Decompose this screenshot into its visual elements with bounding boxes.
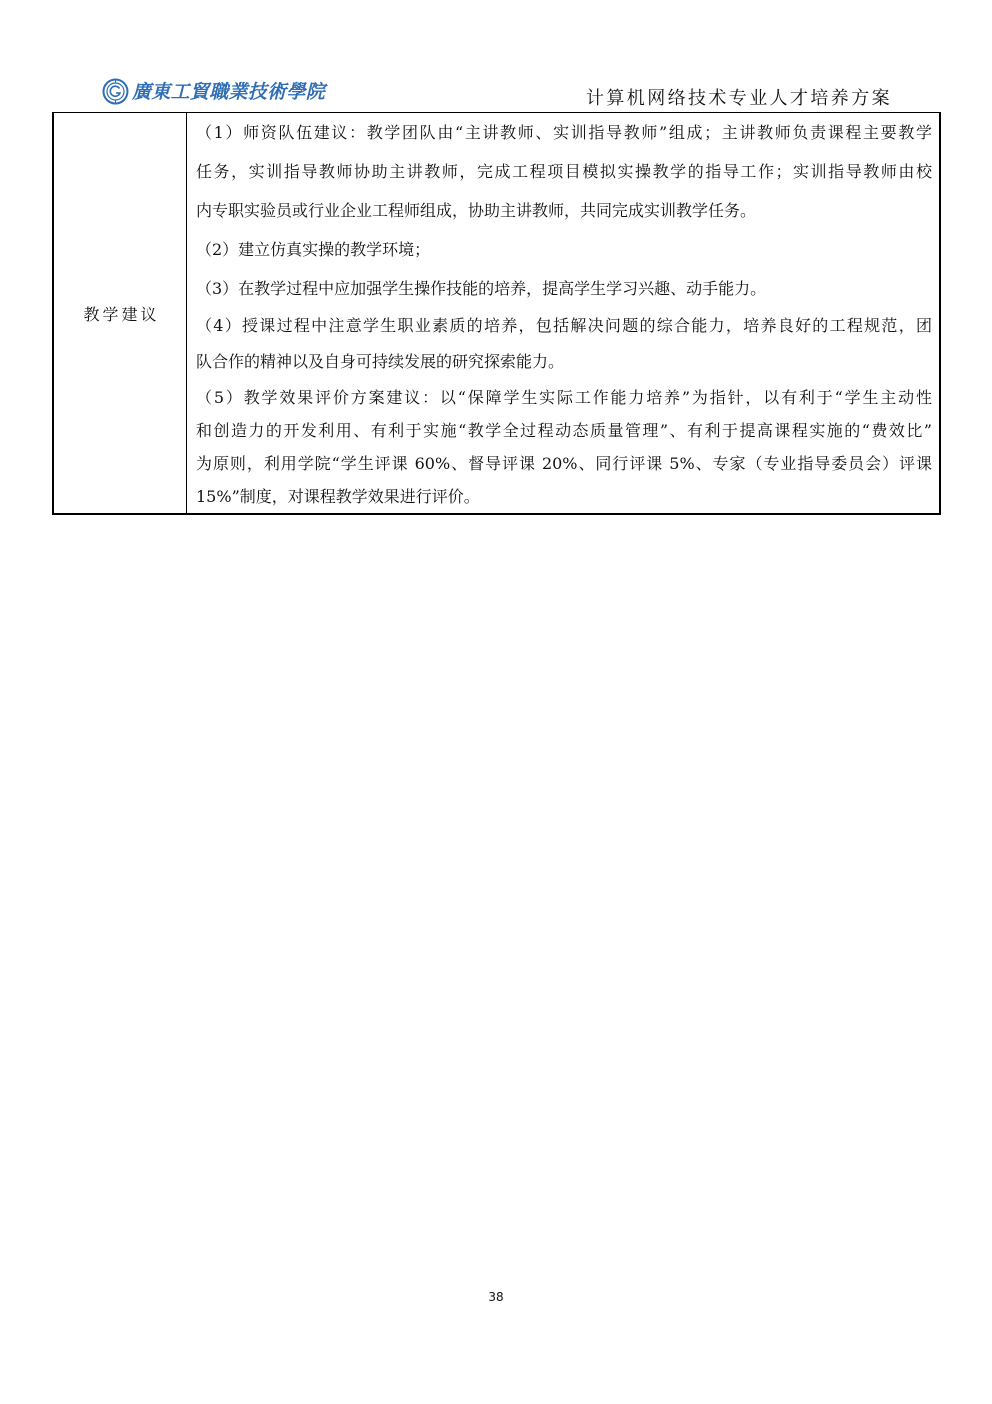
school-name-logo: 廣東工貿職業技術學院 xyxy=(132,81,326,103)
row-content-cell xyxy=(187,113,939,513)
suggestion-paragraph-5 xyxy=(196,380,932,513)
paragraph-line: 内专职实验员或行业企业工程师组成，协助主讲教师，共同完成实训教学任务。 xyxy=(196,201,757,220)
paragraph-line: 任务，实训指导教师协助主讲教师，完成工程项目模拟实操教学的指导工作；实训指导教师由校 xyxy=(196,162,932,181)
paragraph-line: （2）建立仿真实操的教学环境； xyxy=(196,240,431,259)
paragraph-line: （1）师资队伍建议：教学团队由“主讲教师、实训指导教师”组成；主讲教师负责课程主要教学 xyxy=(196,123,932,142)
paragraph-line: 队合作的精神以及自身可持续发展的研究探索能力。 xyxy=(196,352,565,371)
row-label-cell xyxy=(54,113,187,513)
page-number: 38 xyxy=(488,1290,504,1304)
paragraph-line: 为原则，利用学院“学生评课 60%、督导评课 20%、同行评课 5%、专家（专业指导委员会）评课 xyxy=(196,454,932,473)
paragraph-line: 和创造力的开发利用、有利于实施“教学全过程动态质量管理”、有利于提高课程实施的“费效比” xyxy=(196,421,932,440)
suggestion-paragraph-3 xyxy=(196,269,932,308)
paragraph-line: （3）在教学过程中应加强学生操作技能的培养，提高学生学习兴趣、动手能力。 xyxy=(196,279,767,298)
paragraph-line: （5）教学效果评价方案建议：以“保障学生实际工作能力培养”为指针，以有利于“学生主动性 xyxy=(196,388,932,407)
suggestion-paragraph-2 xyxy=(196,230,932,269)
suggestion-paragraph-1 xyxy=(196,113,932,230)
paragraph-line: （4）授课过程中注意学生职业素质的培养，包括解决问题的综合能力，培养良好的工程规范，团 xyxy=(196,316,932,335)
document-title: 计算机网络技术专业人才培养方案 xyxy=(586,88,892,109)
suggestion-paragraph-4 xyxy=(196,308,932,380)
row-label: 教学建议 xyxy=(83,304,160,324)
school-emblem-icon xyxy=(102,78,129,105)
teaching-suggestion-table xyxy=(52,112,941,515)
paragraph-line: 15%”制度，对课程教学效果进行评价。 xyxy=(196,487,480,506)
